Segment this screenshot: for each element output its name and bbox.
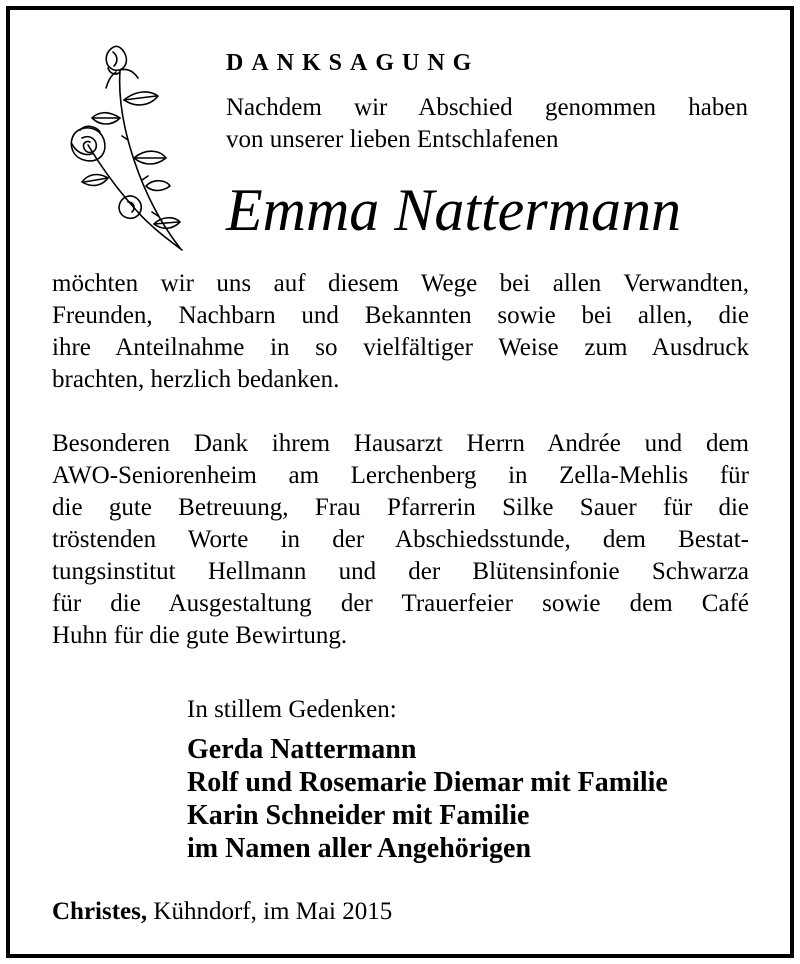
- signer-name: Gerda Nattermann: [187, 734, 417, 765]
- paragraph-line: ihre Anteilnahme in so vielfältiger Weise zum Ausdruck: [52, 334, 749, 361]
- intro-line: Nachdem wir Abschied genommen haben: [226, 94, 748, 121]
- signer-name: Rolf und Rosemarie Diemar mit Familie: [187, 767, 668, 798]
- paragraph-line: möchten wir uns auf diesem Wege bei allen Verwandten,: [52, 270, 749, 297]
- paragraph-line: tröstenden Worte in der Abschiedsstunde, dem Bestat-: [52, 526, 749, 553]
- intro-text: [226, 92, 748, 156]
- paragraph-line: Huhn für die gute Bewirtung.: [52, 622, 348, 649]
- deceased-name: Emma Nattermann: [226, 177, 681, 243]
- paragraph-line: brachten, herzlich bedanken.: [52, 366, 340, 393]
- paragraph-line: die gute Betreuung, Frau Pfarrerin Silke Sauer für die: [52, 494, 749, 521]
- paragraph-line: tungsinstitut Hellmann und der Blütensinfonie Schwarza: [52, 558, 749, 585]
- heading-danksagung: DANKSAGUNG: [226, 50, 480, 76]
- paragraph-line: Freunden, Nachbarn und Bekannten sowie bei allen, die: [52, 302, 749, 329]
- thanks-paragraph: [52, 268, 749, 396]
- paragraph-line: für die Ausgestaltung der Trauerfeier sowie dem Café: [52, 590, 749, 617]
- greeting: In stillem Gedenken:: [187, 696, 397, 723]
- signers-list: [187, 733, 668, 865]
- paragraph-line: AWO-Seniorenheim am Lerchenberg in Zella-Mehlis für: [52, 462, 749, 489]
- signer-name: im Namen aller Angehörigen: [187, 833, 532, 864]
- signer-name: Karin Schneider mit Familie: [187, 800, 530, 831]
- rose-icon: [58, 40, 188, 255]
- special-thanks-paragraph: [52, 428, 749, 652]
- footer-place-date: [52, 896, 392, 928]
- footer-place-date-text: Kühndorf, im Mai 2015: [147, 898, 393, 925]
- paragraph-line: Besonderen Dank ihrem Hausarzt Herrn Andrée und dem: [52, 430, 749, 457]
- intro-line: von unserer lieben Entschlafenen: [226, 126, 559, 153]
- footer-place-bold: Christes,: [52, 898, 148, 925]
